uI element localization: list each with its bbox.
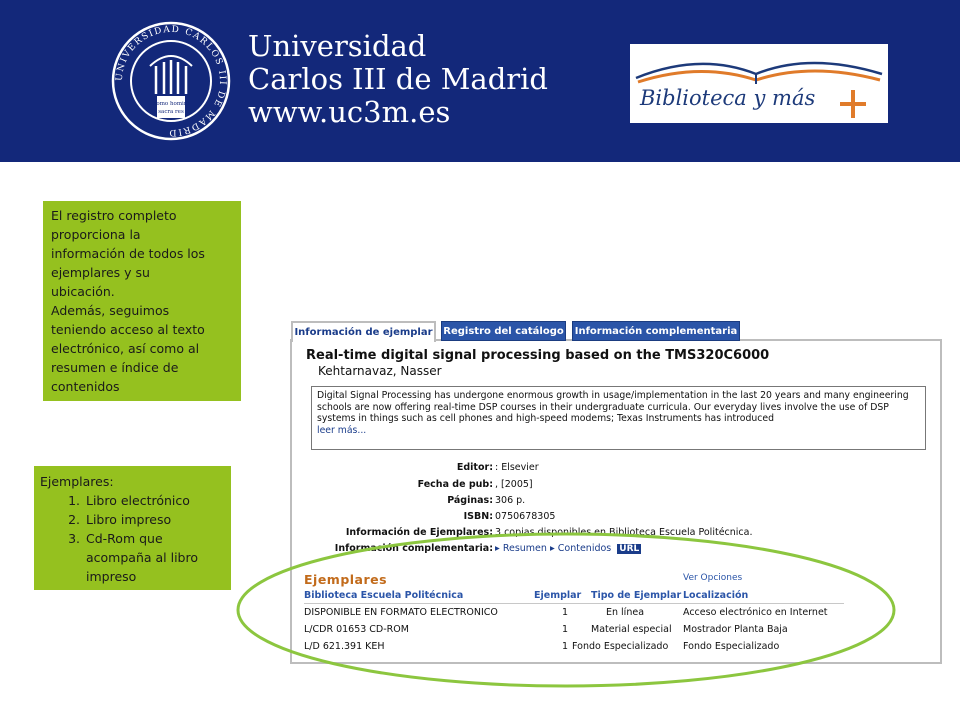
table-cell: Material especial <box>591 624 672 635</box>
field-value: 306 p. <box>495 495 526 506</box>
field-label: ISBN: <box>463 511 493 522</box>
table-cell: 1 <box>562 607 569 618</box>
open-book-icon <box>630 44 888 123</box>
tab-informacion-complementaria[interactable]: Información complementaria <box>572 321 740 341</box>
table-cell: Fondo Especializado <box>683 641 780 652</box>
field-value: : Elsevier <box>495 462 539 473</box>
list-item: 2. Libro impreso <box>84 510 226 529</box>
library-logo-text: Biblioteca y más <box>640 86 816 110</box>
ver-opciones-link[interactable]: Ver Opciones <box>683 573 743 583</box>
record-title: Real-time digital signal processing based on the TMS320C6000 <box>306 348 770 363</box>
summary-text: Digital Signal Processing has undergone enormous growth in usage/implementation in the last 20 years and many engineering schools are now offering real-time DSP courses in their undergraduate curricula. Our everyday lives involve the use of DSP systems in things such as cell phones and high-speed modems; Texas Instruments has introduced <box>317 390 909 424</box>
table-cell: 1 <box>562 641 569 652</box>
arrow-right-icon: ▸ <box>549 543 555 554</box>
university-line2: Carlos III de Madrid <box>248 62 548 96</box>
university-url[interactable]: www.uc3m.es <box>248 95 451 129</box>
column-header: Localización <box>683 590 749 601</box>
seal-ring-text: UNIVERSIDAD CARLOS III DE MADRID <box>114 24 228 138</box>
svg-text:homo homini: homo homini <box>152 101 190 107</box>
note1-line: El registro completo <box>51 208 177 223</box>
list-item: 3. Cd-Rom que acompaña al libro impreso <box>84 529 226 586</box>
column-header: Ejemplar <box>534 590 582 601</box>
table-cell: DISPONIBLE EN FORMATO ELECTRONICO <box>304 607 498 618</box>
note1-line: teniendo acceso al texto <box>51 322 205 337</box>
header-banner <box>0 0 960 162</box>
field-label: Editor: <box>456 462 493 473</box>
record-summary <box>311 386 926 450</box>
url-link[interactable]: URL <box>619 544 640 554</box>
university-seal-icon <box>110 20 232 142</box>
table-cell[interactable]: Acceso electrónico en Internet <box>683 607 828 618</box>
field-value: 0750678305 <box>495 511 556 522</box>
resumen-link[interactable]: Resumen <box>502 543 547 554</box>
table-cell: 1 <box>562 624 569 635</box>
note1-line: Además, seguimos <box>51 303 170 318</box>
note2-list <box>40 491 226 586</box>
note1-line: contenidos <box>51 379 120 394</box>
table-cell: Fondo Especializado <box>572 641 669 652</box>
note1-line: resumen e índice de <box>51 360 179 375</box>
tab-informacion-ejemplar[interactable]: Información de ejemplar <box>291 321 436 342</box>
table-cell: En línea <box>606 607 645 618</box>
note1-line: ejemplares y su <box>51 265 150 280</box>
contenidos-link[interactable]: Contenidos <box>557 543 612 554</box>
list-item: 1. Libro electrónico <box>84 491 226 510</box>
table-cell: Mostrador Planta Baja <box>683 624 788 635</box>
ejemplares-title: Ejemplares <box>304 572 388 587</box>
tab-registro-catalogo[interactable]: Registro del catálogo <box>441 321 566 341</box>
field-label: Información de Ejemplares: <box>345 527 493 538</box>
field-label: Páginas: <box>447 495 493 506</box>
field-value: , [2005] <box>495 479 533 490</box>
note1-line: información de todos los <box>51 246 205 261</box>
university-name <box>248 30 548 129</box>
table-cell: L/CDR 01653 CD-ROM <box>304 624 409 635</box>
note1-line: electrónico, así como al <box>51 341 200 356</box>
column-header: Biblioteca Escuela Politécnica <box>304 590 464 601</box>
arrow-right-icon: ▸ <box>495 543 500 554</box>
column-header: Tipo de Ejemplar <box>591 590 682 601</box>
svg-text:sacra res: sacra res <box>158 109 184 115</box>
field-value: 3 copias disponibles en Biblioteca Escuela Politécnica. <box>495 527 753 538</box>
record-author[interactable]: Kehtarnavaz, Nasser <box>318 364 442 378</box>
field-label: Fecha de pub: <box>417 479 493 490</box>
table-cell: L/D 621.391 KEH <box>304 641 385 652</box>
library-logo[interactable] <box>630 44 888 123</box>
read-more-link[interactable]: leer más... <box>317 424 367 436</box>
note1-line: proporciona la <box>51 227 141 242</box>
divider <box>304 603 844 604</box>
note-full-record <box>43 201 241 401</box>
note1-line: ubicación. <box>51 284 115 299</box>
note-ejemplares <box>34 466 231 590</box>
complementary-links <box>495 543 641 554</box>
field-label: Información complementaria: <box>334 543 493 554</box>
university-line1: Universidad <box>248 29 427 63</box>
note2-title: Ejemplares: <box>40 474 114 489</box>
